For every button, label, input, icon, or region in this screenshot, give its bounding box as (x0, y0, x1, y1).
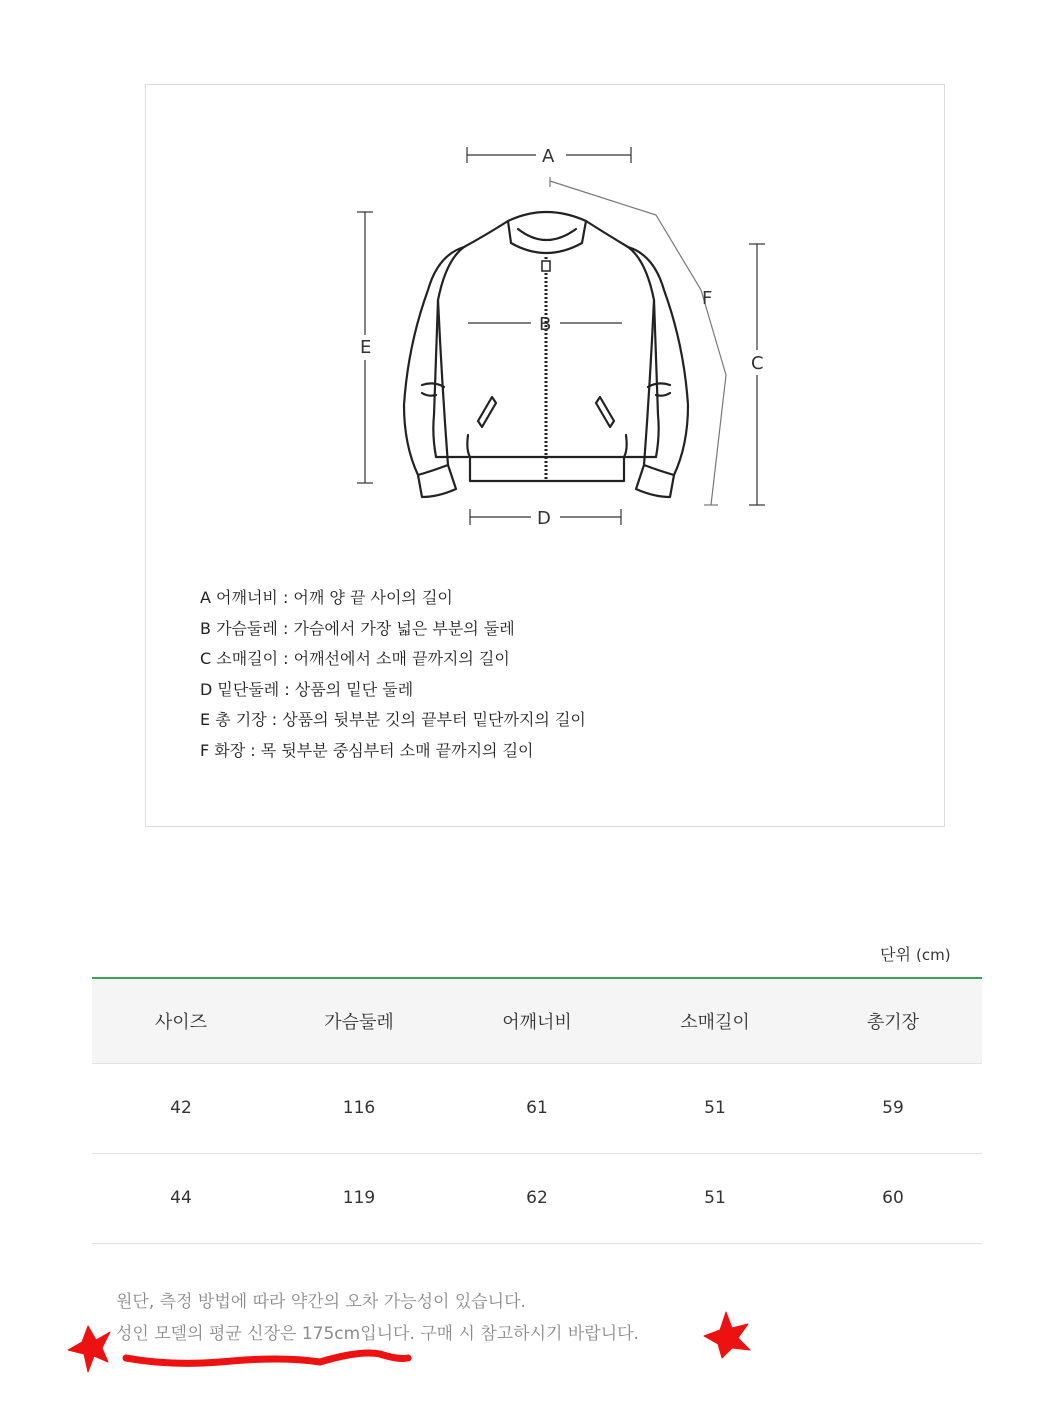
table-cell: 51 (626, 1153, 804, 1243)
legend-item-d: D 밑단둘레 : 상품의 밑단 둘레 (200, 679, 414, 699)
table-row (92, 1063, 982, 1153)
table-cell: 61 (448, 1063, 626, 1153)
table-cell: 51 (626, 1063, 804, 1153)
red-star-left-icon (68, 1326, 110, 1372)
table-cell: 59 (804, 1063, 982, 1153)
red-star-right-icon (704, 1312, 750, 1358)
table-cell: 119 (270, 1153, 448, 1243)
size-guide-box (145, 84, 945, 827)
table-cell: 116 (270, 1063, 448, 1153)
label-a: A (542, 146, 555, 167)
legend-item-e: E 총 기장 : 상품의 뒷부분 깃의 끝부터 밑단까지의 길이 (200, 710, 586, 729)
unit-label-text: 단위 (880, 945, 911, 964)
red-underline-scribble (126, 1353, 408, 1363)
table-cell: 62 (448, 1153, 626, 1243)
legend-item-f: F 화장 : 목 뒷부분 중심부터 소매 끝까지의 길이 (200, 740, 534, 760)
table-header-row (92, 978, 982, 1063)
header-chest: 가슴둘레 (324, 1011, 394, 1033)
legend-item-c: C 소매길이 : 어깨선에서 소매 끝까지의 길이 (200, 649, 510, 668)
table-cell: 60 (804, 1153, 982, 1243)
header-shoulder: 어깨너비 (502, 1011, 572, 1033)
table-cell: 42 (92, 1063, 270, 1153)
jacket-measurement-diagram (146, 85, 946, 565)
measurement-legend (200, 583, 586, 766)
header-size: 사이즈 (154, 1011, 208, 1033)
label-b: B (539, 314, 552, 335)
size-table (92, 977, 982, 1244)
header-length: 총기장 (866, 1011, 920, 1033)
unit-label (880, 942, 951, 965)
note-measurement-error: 원단, 측정 방법에 따라 약간의 오차 가능성이 있습니다. (116, 1292, 526, 1312)
table-row (92, 1153, 982, 1243)
legend-item-a: A 어깨너비 : 어깨 양 끝 사이의 길이 (200, 588, 453, 607)
measure-line-c (749, 244, 765, 505)
header-sleeve: 소매길이 (680, 1011, 750, 1033)
measure-line-f (550, 177, 726, 505)
label-d: D (537, 508, 551, 529)
legend-item-b: B 가슴둘레 : 가슴에서 가장 넓은 부분의 둘레 (200, 618, 515, 638)
zipper (542, 257, 550, 481)
note-model-height: 성인 모델의 평균 신장은 175cm입니다. 구매 시 참고하시기 바랍니다. (116, 1324, 639, 1344)
label-e: E (360, 337, 372, 358)
table-cell: 44 (92, 1153, 270, 1243)
label-c: C (751, 353, 764, 374)
label-f: F (702, 288, 713, 309)
unit-label-value: (cm) (916, 946, 951, 964)
